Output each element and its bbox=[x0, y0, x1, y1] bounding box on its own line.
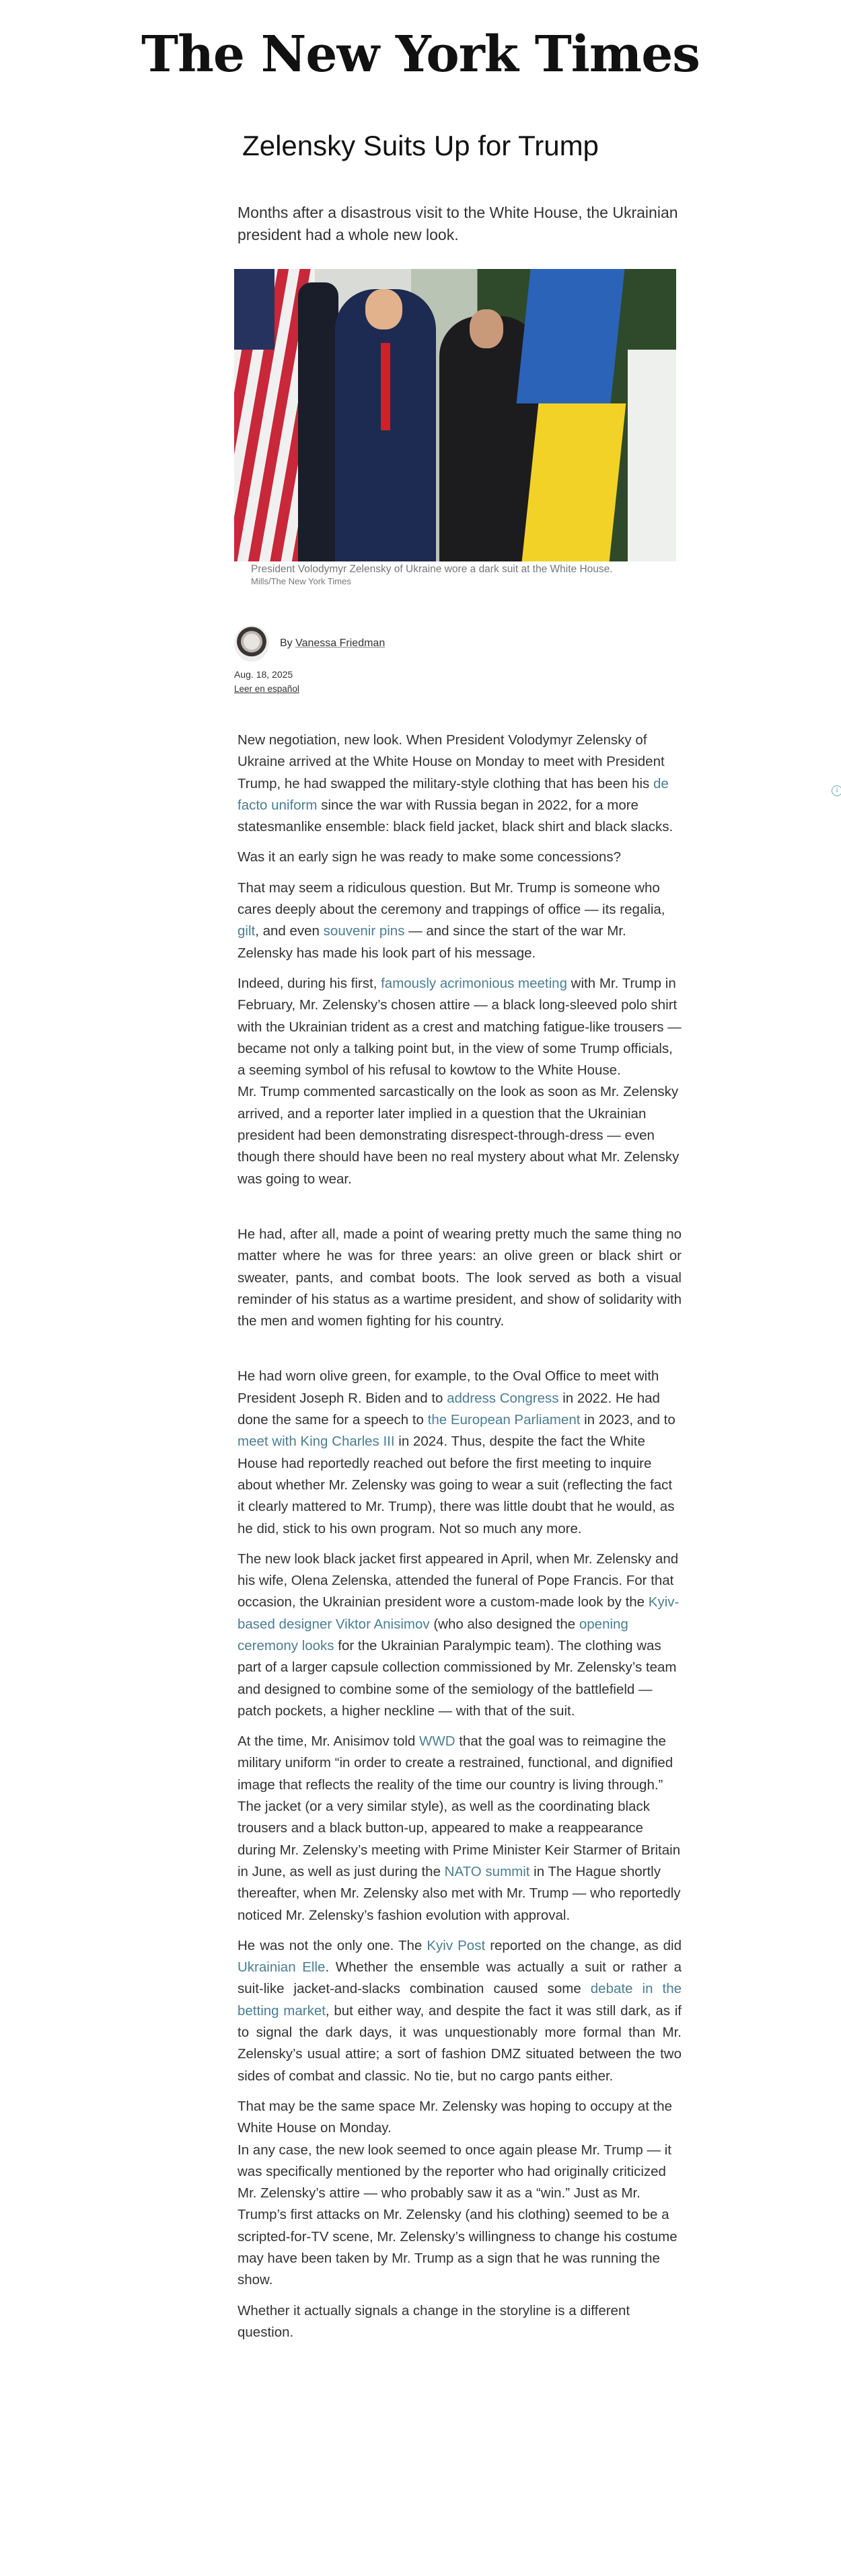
paragraph-text: — and since the start of the war Mr. Zelensky has made his look part of his message. bbox=[237, 923, 626, 961]
article-paragraph bbox=[237, 1731, 682, 1796]
info-icon[interactable]: i bbox=[832, 785, 841, 796]
article-paragraph bbox=[237, 2096, 682, 2140]
paragraph-text: that the goal was to reimagine the military uniform “in order to create a restrained, functional, and dignified image that reflects the reality of the time our country is living through.” bbox=[237, 1733, 673, 1793]
paragraph-text: Mr. Trump commented sarcastically on the look as soon as Mr. Zelensky arrived, and a reporter later implied in a question that the Ukrainian president had been demonstrating disrespect-through-dress — even though there should have been no real mystery about what Mr. Zelensky was going to wear. bbox=[237, 1084, 680, 1187]
paragraph-text: for the Ukrainian Paralympic team). The clothing was part of a larger capsule collection commissioned by Mr. Zelensky’s team and designed to combine some of the semiology of the battlefield — patch pockets, a higher neckline — with that of the suit. bbox=[237, 1637, 677, 1719]
article-body bbox=[237, 730, 682, 2352]
photo-caption bbox=[251, 563, 682, 586]
inline-link[interactable]: NATO summit bbox=[444, 1863, 530, 1879]
inline-link[interactable]: de facto uniform bbox=[237, 775, 669, 813]
paragraph-text: That may be the same space Mr. Zelensky was hoping to occupy at the White House on Monday. bbox=[237, 2098, 673, 2136]
article-paragraph bbox=[237, 847, 682, 868]
article-paragraph bbox=[237, 877, 682, 964]
article-paragraph bbox=[237, 1935, 682, 2087]
ukraine-flag bbox=[516, 269, 624, 403]
paragraph-text: New negotiation, new look. When President Volodymyr Zelensky of Ukraine arrived at the White House on Monday to meet with President Trump, he had swapped the military-style clothing that has been his bbox=[237, 732, 665, 791]
article-paragraph bbox=[237, 1549, 682, 1722]
paragraph-text: Indeed, during his first, bbox=[237, 975, 381, 991]
paragraph-text: The new look black jacket first appeared in April, when Mr. Zelensky and his wife, Olena Zelenska, attended the funeral of Pope Francis. For that occasion, the Ukrainian president wore a custom-made look by the bbox=[237, 1551, 679, 1610]
nyt-logo[interactable]: The New York Times bbox=[141, 26, 700, 83]
lead-photo bbox=[234, 269, 676, 561]
inline-link[interactable]: debate in the betting market bbox=[237, 1981, 682, 2019]
article-paragraph bbox=[237, 1224, 682, 1332]
inline-link[interactable]: Kyiv-based designer Viktor Anisimov bbox=[237, 1594, 680, 1632]
paragraph-text: He was not the only one. The bbox=[237, 1937, 427, 1953]
paragraph-text: He had worn olive green, for example, to the Oval Office to meet with President Joseph R. Biden and to bbox=[237, 1368, 659, 1406]
inline-link[interactable]: gilt bbox=[237, 923, 256, 939]
caption-text: President Volodymyr Zelensky of Ukraine wore a dark suit at the White House. bbox=[251, 563, 613, 575]
guard-figure bbox=[298, 282, 338, 561]
inline-link[interactable]: famously acrimonious meeting bbox=[381, 975, 567, 991]
article-paragraph bbox=[237, 1796, 682, 1926]
paragraph-text: with Mr. Trump in February, Mr. Zelensky’s chosen attire — a black long-sleeved polo shirt with the Ukrainian trident as a crest and matching fatigue-like trousers — became not only a talking point but, in the view of some Trump officials, a seeming symbol of his refusal to kowtow to the White House. bbox=[237, 975, 682, 1079]
article-paragraph bbox=[237, 2140, 682, 2292]
author-avatar bbox=[234, 625, 269, 662]
paragraph-text: in 2024. Thus, despite the fact the White House had reportedly reached out before the first meeting to inquire about whether Mr. Zelensky was going to wear a suit (reflecting the fact it clearly mattered to Mr. Trump), there was little doubt that he would, as he did, stick to his own program. Not so much any more. bbox=[237, 1434, 675, 1536]
article-paragraph bbox=[237, 2300, 682, 2344]
article-paragraph bbox=[237, 730, 682, 838]
inline-link[interactable]: the European Parliament bbox=[427, 1412, 581, 1428]
translation-link[interactable]: Leer en español bbox=[234, 684, 299, 694]
paragraph-text: . Whether the ensemble was actually a suit or rather a suit-like jacket-and-slacks combination caused some bbox=[237, 1959, 682, 1997]
inline-link[interactable]: souvenir pins bbox=[323, 923, 405, 939]
paragraph-text: (who also designed the bbox=[429, 1616, 579, 1632]
paragraph-text: Whether it actually signals a change in the storyline is a different question. bbox=[237, 2302, 630, 2340]
paragraph-text: in 2023, and to bbox=[580, 1412, 675, 1428]
byline-prefix: By bbox=[280, 637, 296, 649]
publish-date: Aug. 18, 2025 bbox=[234, 669, 293, 680]
inline-link[interactable]: Ukrainian Elle bbox=[237, 1959, 326, 1976]
paragraph-text: , and even bbox=[255, 923, 324, 939]
paragraph-text: in 2022. He had done the same for a speech to bbox=[237, 1390, 660, 1428]
paragraph-text: He had, after all, made a point of wearing pretty much the same thing no matter where he was for three years: an olive green or black shirt or sweater, pants, and combat boots. The look served as both a visual reminder of his status as a wartime president, and show of solidarity with the men and women fighting for his country. bbox=[237, 1226, 682, 1329]
inline-link[interactable]: opening ceremony looks bbox=[237, 1616, 628, 1653]
article-paragraph bbox=[237, 1081, 682, 1189]
inline-link[interactable]: Kyiv Post bbox=[427, 1937, 486, 1953]
byline bbox=[234, 625, 385, 662]
paragraph-text: Was it an early sign he was ready to make some concessions? bbox=[237, 849, 622, 865]
inline-link[interactable]: address Congress bbox=[447, 1390, 559, 1406]
article-paragraph bbox=[237, 973, 682, 1081]
paragraph-text: The jacket (or a very similar style), as well as the coordinating black trousers and a black button-up, appeared to make a reappearance during Mr. Zelensky’s meeting with Prime Minister Keir Starmer of Britain in June, as well as just during the bbox=[237, 1799, 681, 1879]
paragraph-text: since the war with Russia began in 2022, for a more statesmanlike ensemble: black field jacket, black shirt and black slacks. bbox=[237, 797, 673, 835]
inline-link[interactable]: WWD bbox=[419, 1733, 455, 1750]
author-link[interactable]: Vanessa Friedman bbox=[295, 637, 386, 649]
paragraph-text: , but either way, and despite the fact it was still dark, as if to signal the dark days, it was unquestionably more formal than Mr. Zelensky’s usual attire; a sort of fashion DMZ situated between the two sides of combat and classic. No tie, but no cargo pants either. bbox=[237, 2002, 682, 2084]
headline: Zelensky Suits Up for Trump bbox=[242, 130, 599, 161]
paragraph-text: That may seem a ridiculous question. But Mr. Trump is someone who cares deeply about the ceremony and trappings of office — its regalia, bbox=[237, 880, 665, 918]
paragraph-text: in The Hague shortly thereafter, when Mr. Zelensky also met with Mr. Trump — who reportedly noticed Mr. Zelensky’s fashion evolution with approval. bbox=[237, 1863, 681, 1923]
inline-link[interactable]: meet with King Charles III bbox=[237, 1434, 395, 1450]
photo-credit: Mills/The New York Times bbox=[251, 576, 351, 586]
article-paragraph bbox=[237, 1366, 682, 1539]
paragraph-text: reported on the change, as did bbox=[485, 1937, 682, 1953]
summary: Months after a disastrous visit to the White House, the Ukrainian president had a whole new look. bbox=[237, 204, 678, 243]
paragraph-text: In any case, the new look seemed to once again please Mr. Trump — it was specifically mentioned by the reporter who had originally criticized Mr. Zelensky’s attire — who probably saw it as a “win.” Just as Mr. Trump’s first attacks on Mr. Zelensky (and his clothing) seemed to be a scripted-for-TV scene, Mr. Zelensky’s willingness to change his costume may have been taken by Mr. Trump as a sign that he was running the show. bbox=[237, 2142, 678, 2288]
paragraph-text: At the time, Mr. Anisimov told bbox=[237, 1733, 420, 1750]
